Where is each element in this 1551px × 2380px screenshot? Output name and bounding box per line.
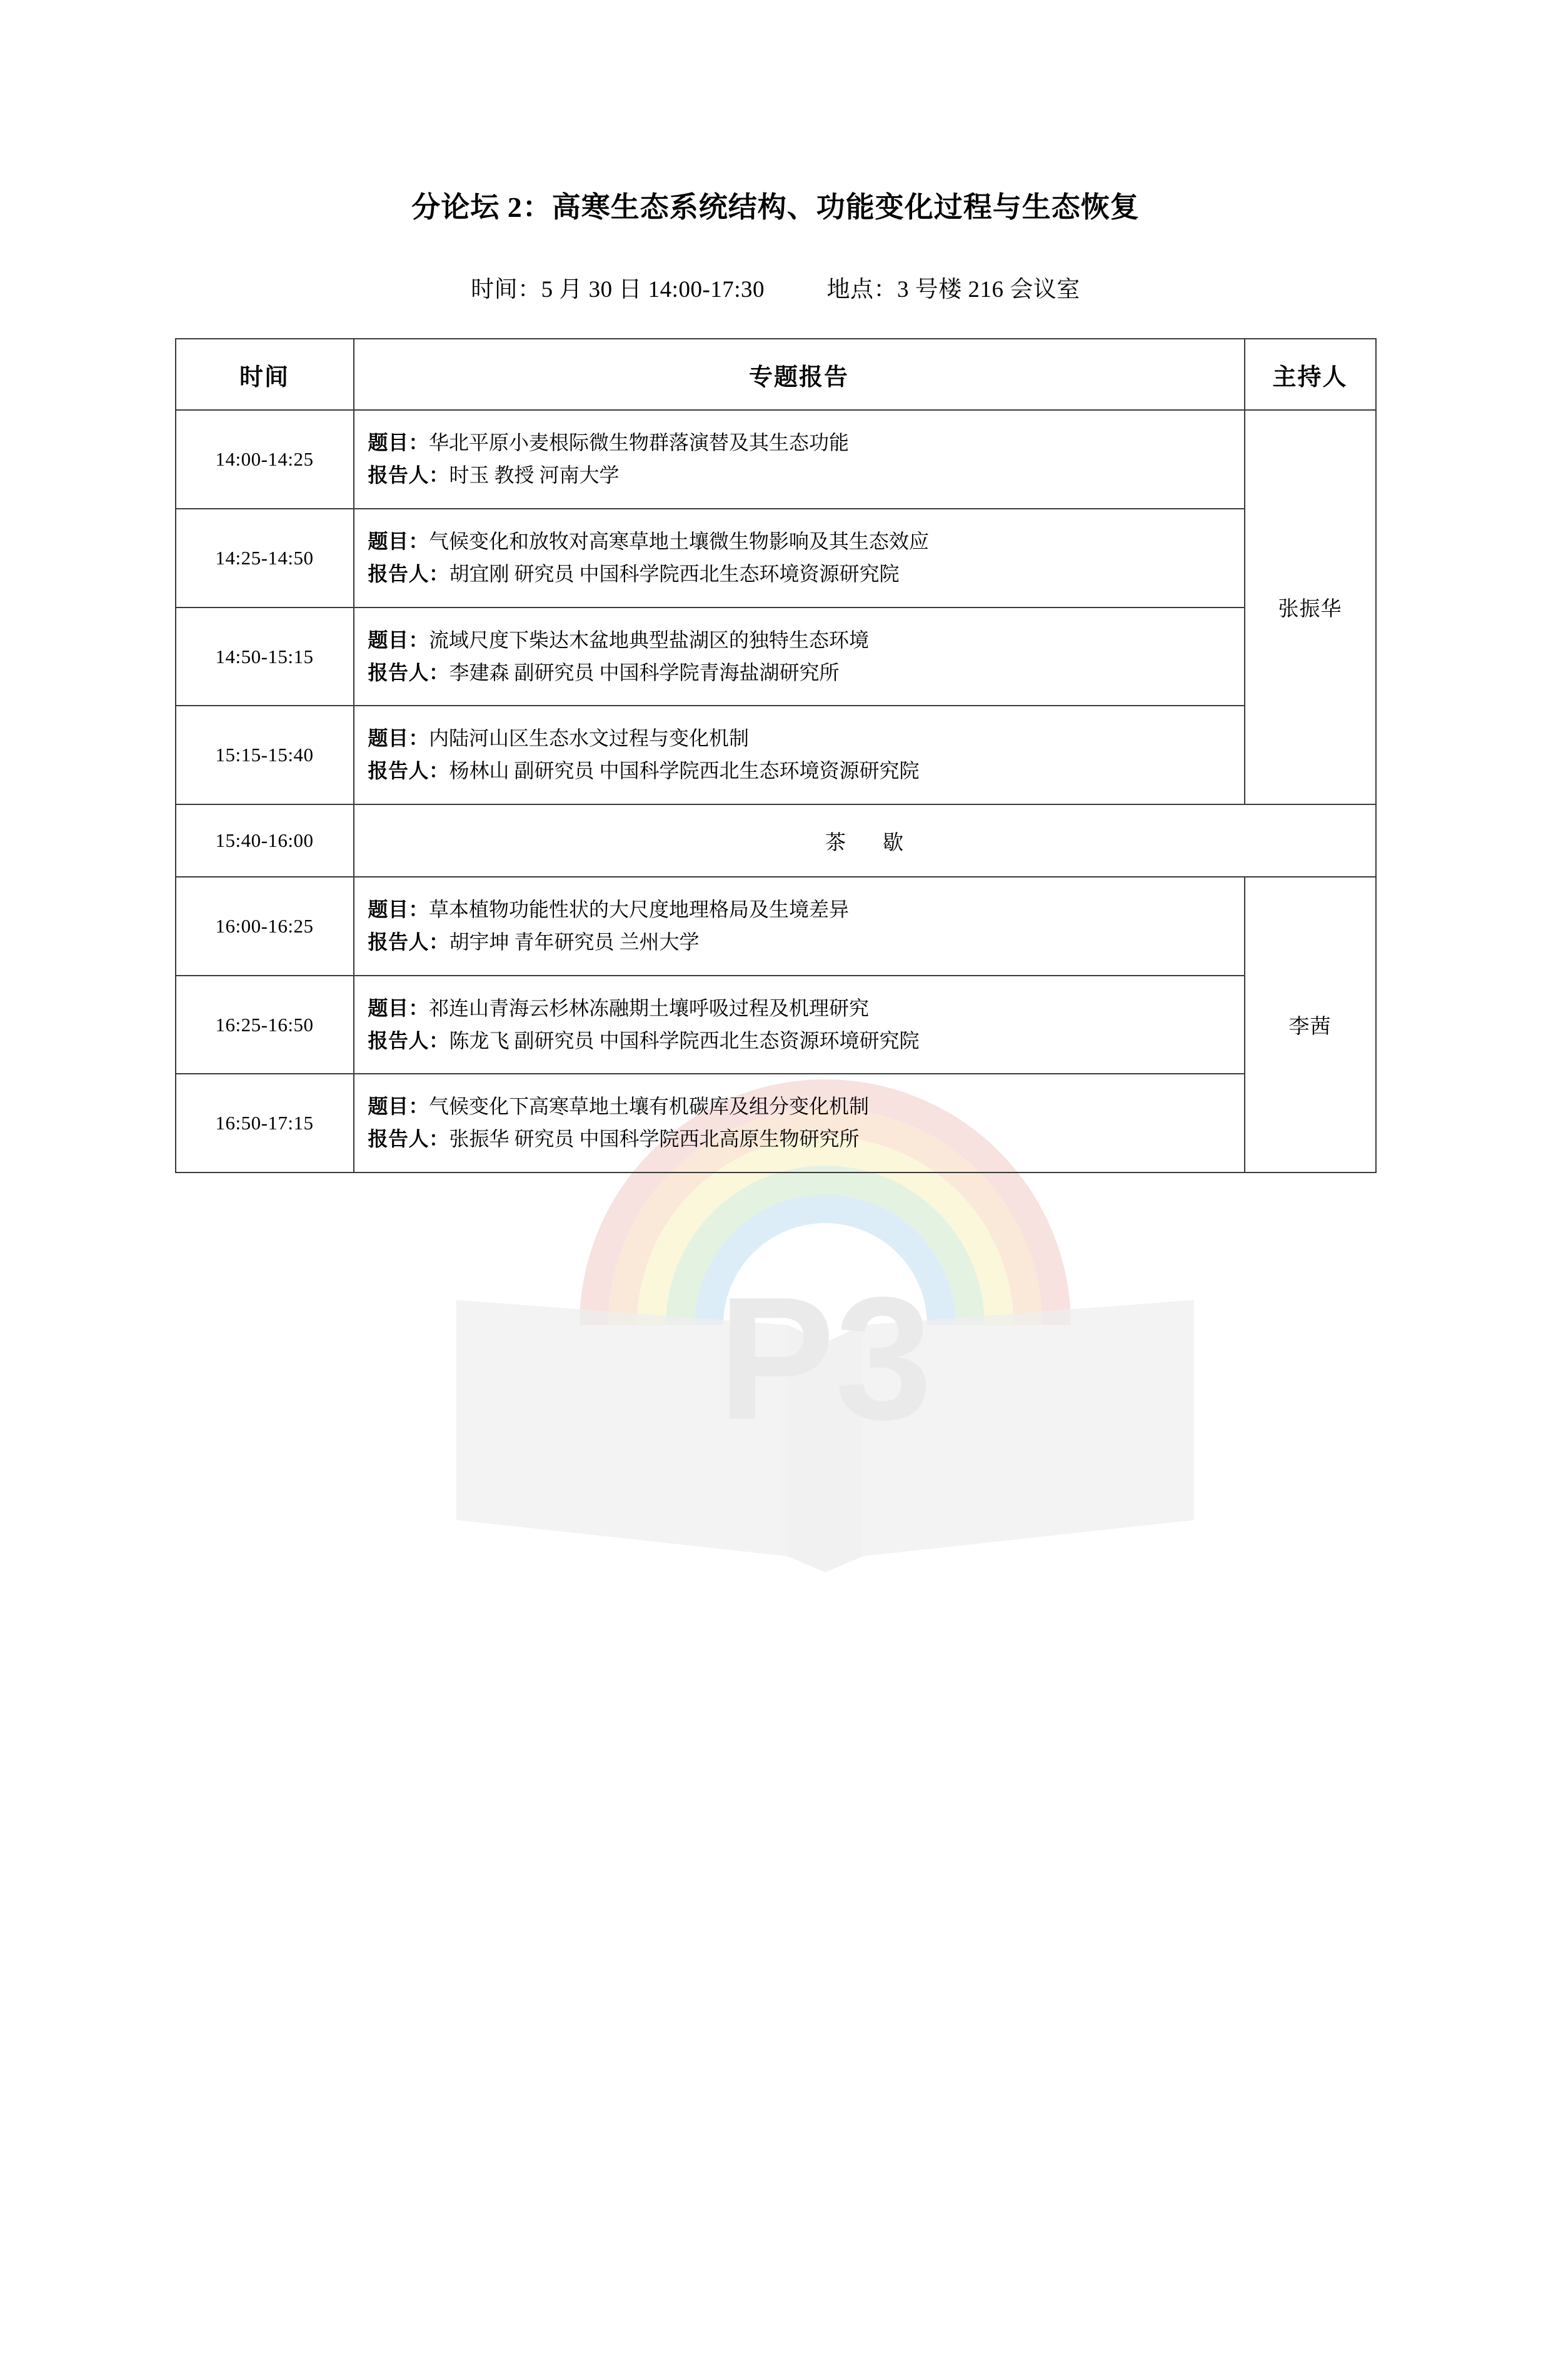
- cell-topic: [354, 706, 1245, 804]
- speaker-text: 杨林山 副研究员 中国科学院西北生态环境资源研究院: [449, 759, 920, 782]
- session-time: 时间：5 月 30 日 14:00-17:30: [471, 277, 765, 303]
- cell-topic: [354, 608, 1245, 706]
- topic-line: [368, 1091, 1234, 1123]
- table-row: [176, 509, 1376, 608]
- speaker-line: [368, 755, 1234, 788]
- page-title: 分论坛 2：高寒生态系统结构、功能变化过程与生态恢复: [411, 191, 1140, 223]
- speaker-text: 胡宜刚 研究员 中国科学院西北生态环境资源研究院: [449, 562, 900, 585]
- topic-label: 题目：: [368, 530, 429, 553]
- watermark-text: [718, 1261, 932, 1456]
- topic-line: [368, 624, 1234, 657]
- speaker-text: 李建森 副研究员 中国科学院青海盐湖研究所: [449, 661, 840, 684]
- speaker-text: 陈龙飞 副研究员 中国科学院西北生态资源环境研究院: [449, 1029, 920, 1052]
- topic-line: [368, 992, 1234, 1025]
- speaker-line: [368, 459, 1234, 492]
- speaker-text: 张振华 研究员 中国科学院西北高原生物研究所: [449, 1128, 860, 1151]
- agenda-table: [175, 338, 1377, 1173]
- session-meta: [0, 270, 1551, 304]
- topic-label: 题目：: [368, 727, 429, 750]
- table-row: [176, 608, 1376, 706]
- cell-topic: [354, 976, 1245, 1074]
- speaker-line: [368, 558, 1234, 591]
- topic-text: 草本植物功能性状的大尺度地理格局及生境差异: [429, 898, 850, 921]
- table-header: [176, 339, 1376, 410]
- cell-time: 14:25-14:50: [176, 509, 354, 608]
- table-row: [176, 706, 1376, 804]
- speaker-label: 报告人：: [368, 1128, 449, 1151]
- topic-text: 华北平原小麦根际微生物群落演替及其生态功能: [429, 431, 850, 454]
- speaker-label: 报告人：: [368, 562, 449, 585]
- cell-time: 14:50-15:15: [176, 608, 354, 706]
- cell-topic: [354, 1074, 1245, 1172]
- speaker-label: 报告人：: [368, 661, 449, 684]
- speaker-label: 报告人：: [368, 464, 449, 487]
- topic-line: [368, 722, 1234, 755]
- topic-label: 题目：: [368, 898, 429, 921]
- topic-label: 题目：: [368, 431, 429, 454]
- topic-text: 祁连山青海云杉林冻融期土壤呼吸过程及机理研究: [429, 996, 870, 1019]
- speaker-line: [368, 1025, 1234, 1058]
- topic-line: [368, 526, 1234, 558]
- cell-tea-break: [354, 804, 1376, 877]
- table-row: [176, 976, 1376, 1074]
- speaker-line: [368, 1123, 1234, 1156]
- table-row: [176, 1074, 1376, 1172]
- table-row-break: [176, 804, 1376, 877]
- cell-topic: [354, 410, 1245, 509]
- cell-topic: [354, 877, 1245, 976]
- cell-time: 15:40-16:00: [176, 804, 354, 877]
- topic-text: 流域尺度下柴达木盆地典型盐湖区的独特生态环境: [429, 628, 870, 651]
- cell-time: 16:25-16:50: [176, 976, 354, 1074]
- table-body: [176, 410, 1376, 1172]
- svg-text:P3: P3: [718, 1261, 933, 1456]
- cell-time: 16:50-17:15: [176, 1074, 354, 1172]
- speaker-label: 报告人：: [368, 1029, 449, 1052]
- session-place: 地点：3 号楼 216 会议室: [826, 277, 1080, 303]
- topic-label: 题目：: [368, 996, 429, 1019]
- header-topic: 专题报告: [354, 339, 1245, 410]
- topic-text: 气候变化下高寒草地土壤有机碳库及组分变化机制: [429, 1095, 870, 1118]
- table-header-row: [176, 339, 1376, 410]
- speaker-text: 胡宇坤 青年研究员 兰州大学: [449, 930, 700, 953]
- topic-label: 题目：: [368, 1095, 429, 1118]
- speaker-line: [368, 926, 1234, 959]
- topic-line: [368, 427, 1234, 459]
- cell-time: 14:00-14:25: [176, 410, 354, 509]
- topic-text: 气候变化和放牧对高寒草地土壤微生物影响及其生态效应: [429, 530, 930, 553]
- tea-break-text-b: 歇: [883, 831, 904, 854]
- document-page: [0, 188, 1551, 1173]
- speaker-label: 报告人：: [368, 930, 449, 953]
- topic-line: [368, 894, 1234, 926]
- cell-topic: [354, 509, 1245, 608]
- tea-break-text-a: 茶: [825, 831, 846, 854]
- speaker-text: 时玉 教授 河南大学: [449, 464, 620, 487]
- cell-time: 16:00-16:25: [176, 877, 354, 976]
- table-row: [176, 410, 1376, 509]
- topic-label: 题目：: [368, 628, 429, 651]
- cell-time: 15:15-15:40: [176, 706, 354, 804]
- book-icon: [456, 1300, 1194, 1572]
- cell-host-second: 李茜: [1245, 877, 1376, 1172]
- topic-text: 内陆河山区生态水文过程与变化机制: [429, 727, 750, 750]
- cell-host-first: 张振华: [1245, 410, 1376, 804]
- speaker-line: [368, 657, 1234, 689]
- header-host: 主持人: [1245, 339, 1376, 410]
- header-time: 时间: [176, 339, 354, 410]
- speaker-label: 报告人：: [368, 759, 449, 782]
- table-row: [176, 877, 1376, 976]
